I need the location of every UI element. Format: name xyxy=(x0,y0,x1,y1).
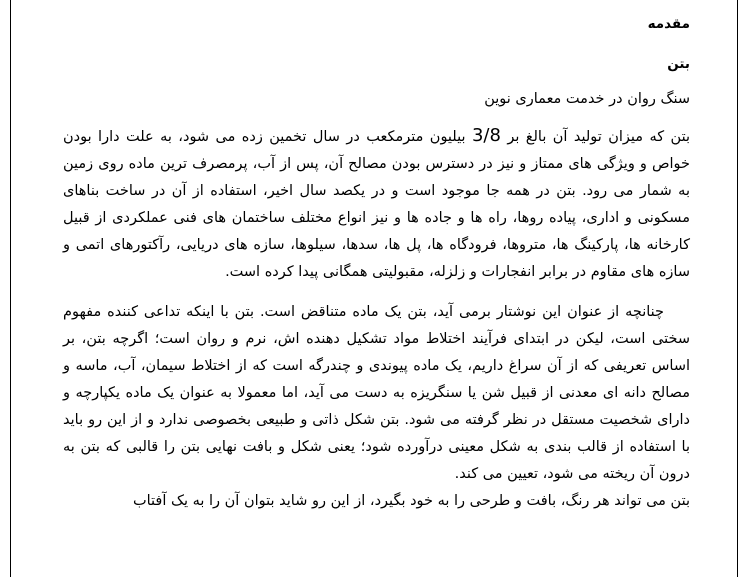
document-text-body xyxy=(11,0,737,577)
paragraph-3-text: بتن می تواند هر رنگ، بافت و طرحی را به خود بگیرد، از این رو شاید بتوان آن را به یک آفتاب xyxy=(132,493,690,509)
paragraph-3 xyxy=(63,488,690,515)
document-subtitle: سنگ روان در خدمت معماری نوین xyxy=(484,91,690,107)
section-heading: بتن xyxy=(667,56,690,72)
production-figure: 3/8 xyxy=(471,125,501,146)
page-right-rule xyxy=(737,0,738,577)
paragraph-1 xyxy=(63,124,690,286)
paragraph-1-text-after-figure: بیلیون مترمکعب در سال تخمین زده می شود، به علت دارا بودن خواص و ویژگی های ممتاز و نیز در دسترس بودن مصالح آن، پس از آب، پرمصرف ترین ماده روی زمین به شمار می رود. بتن در همه جا موجود است و در یکصد سال اخیر، استفاده از آن در ساخت بناهای مسکونی و اداری، پیاده روها، راه ها و جاده ها و نیز انواع مختلف ساختمان های فنی عملکردی از قبیل کارخانه ها، پارکینگ ها، متروها، فرودگاه ها، پل ها، سدها، سیلوها، سازه های دریایی، رآکتورهای اتمی و سازه های مقاوم در برابر انفجارات و زلزله، مقبولیتی همگانی پیدا کرده است. xyxy=(63,129,690,280)
chapter-heading: مقدمه xyxy=(647,16,690,32)
paragraph-1-text-before-figure: بتن که میزان تولید آن بالغ بر xyxy=(500,129,690,145)
paragraph-2-text: چنانچه از عنوان این نوشتار برمی آید، بتن یک ماده متناقض است. بتن با اینکه تداعی کننده مفهوم سختی است، لیکن در ابتدای فرآیند اختلاط مواد تشکیل دهنده اش، نرم و روان است؛ اگرچه بتن، بر اساس تعریفی که از آن سراغ داریم، یک ماده پیوندی و چندرگه است که از اختلاط سیمان، آب، ماسه و مصالح دانه ای معدنی از قبیل شن یا سنگریزه به دست می آید، اما معمولا به عنوان یک ماده یکپارچه و دارای شخصیت مستقل در نظر گرفته می شود. بتن شکل ذاتی و طبیعی بخصوصی ندارد و از این رو باید با استفاده از قالب بندی به شکل معینی درآورده شود؛ یعنی شکل و بافت نهایی بتن را قالبی که بتن به درون آن ریخته می شود، تعیین می کند. xyxy=(63,304,690,482)
paragraph-2 xyxy=(63,299,690,488)
